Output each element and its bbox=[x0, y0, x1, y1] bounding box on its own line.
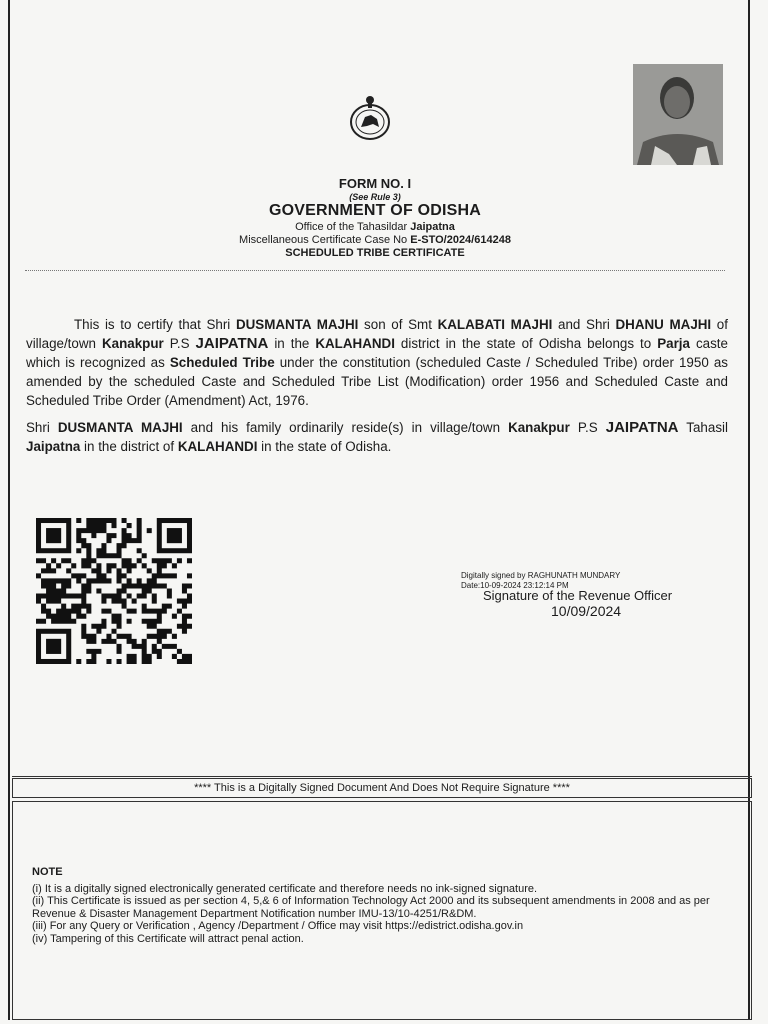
note-item: (ii) This Certificate is issued as per section 4, 5,& 6 of Information Technology Act 2000 and its subsequent amendments in 2008 and as per Revenue & Disaster Management Department Notification number IMU-13/10-4251/R&DM. bbox=[32, 895, 710, 920]
see-rule: (See Rule 3) bbox=[349, 192, 401, 202]
district: KALAHANDI bbox=[315, 336, 395, 351]
district: KALAHANDI bbox=[177, 439, 258, 454]
police-station: JAIPATNA bbox=[195, 335, 269, 352]
signature-title: Signature of the Revenue Officer bbox=[483, 588, 673, 603]
father-name: DHANU MAJHI bbox=[615, 317, 712, 332]
digital-signature-date: Date:10-09-2024 23:12:14 PM bbox=[461, 581, 569, 590]
note-heading: NOTE bbox=[32, 866, 63, 878]
note-item: (iv) Tampering of this Certificate will attract penal action. bbox=[32, 932, 304, 945]
qr-code-icon bbox=[36, 518, 192, 664]
digital-signature-by: Digitally signed by RAGHUNATH MUNDARY bbox=[461, 571, 621, 580]
office-name: Jaipatna bbox=[410, 221, 455, 233]
caste: Parja bbox=[657, 336, 690, 351]
category: Scheduled Tribe bbox=[169, 355, 275, 370]
certificate-title: SCHEDULED TRIBE CERTIFICATE bbox=[285, 247, 465, 259]
village: Kanakpur bbox=[508, 420, 570, 435]
odisha-emblem-icon bbox=[349, 93, 391, 141]
office-line: Office of the Tahasildar Jaipatna bbox=[295, 221, 455, 233]
header-divider bbox=[25, 270, 725, 271]
case-line: Miscellaneous Certificate Case No E-STO/2024/614248 bbox=[239, 234, 511, 246]
certification-paragraph: This is to certify that Shri DUSMANTA MAJHI son of Smt KALABATI MAJHI and Shri DHANU MAJHI of village/town Kanakpur P.S JAIPATNA in the KALAHANDI district in the state of Odisha belongs to Parja caste which is recognized as Scheduled Tribe under the constitution (scheduled Caste / Scheduled Tribe) order 1950 as amended by the scheduled Caste and Scheduled Tribe List (Modification) order 1956 and Scheduled Caste and Scheduled Tribe Order (Amendment) Act, 1976. bbox=[26, 317, 728, 408]
note-item: (i) It is a digitally signed electronically generated certificate and therefore needs no ink-signed signature. bbox=[32, 882, 538, 895]
village: Kanakpur bbox=[101, 336, 164, 351]
form-number: FORM NO. I bbox=[338, 176, 412, 191]
mother-name: KALABATI MAJHI bbox=[437, 317, 553, 332]
tahasil: Jaipatna bbox=[26, 439, 81, 454]
government-title: GOVERNMENT OF ODISHA bbox=[268, 202, 481, 219]
section-rule bbox=[12, 776, 752, 777]
certificate-header bbox=[200, 176, 550, 259]
applicant-photo bbox=[633, 64, 723, 165]
police-station: JAIPATNA bbox=[605, 419, 679, 436]
digital-document-banner: **** This is a Digitally Signed Document And Does Not Require Signature **** bbox=[12, 778, 752, 798]
holder-name: DUSMANTA MAJHI bbox=[235, 317, 359, 332]
residence-paragraph: Shri DUSMANTA MAJHI and his family ordinarily reside(s) in village/town Kanakpur P.S JAIPATNA Tahasil Jaipatna in the district of KALAHANDI in the state of Odisha. bbox=[26, 419, 728, 454]
signature-date: 10/09/2024 bbox=[551, 603, 622, 619]
holder-name: DUSMANTA MAJHI bbox=[57, 420, 183, 435]
signature-block bbox=[461, 571, 731, 619]
note-section bbox=[32, 866, 732, 945]
note-item: (iii) For any Query or Verification , Agency /Department / Office may visit https://edistrict.odisha.gov.in bbox=[32, 920, 524, 932]
case-number: E-STO/2024/614248 bbox=[410, 234, 511, 246]
